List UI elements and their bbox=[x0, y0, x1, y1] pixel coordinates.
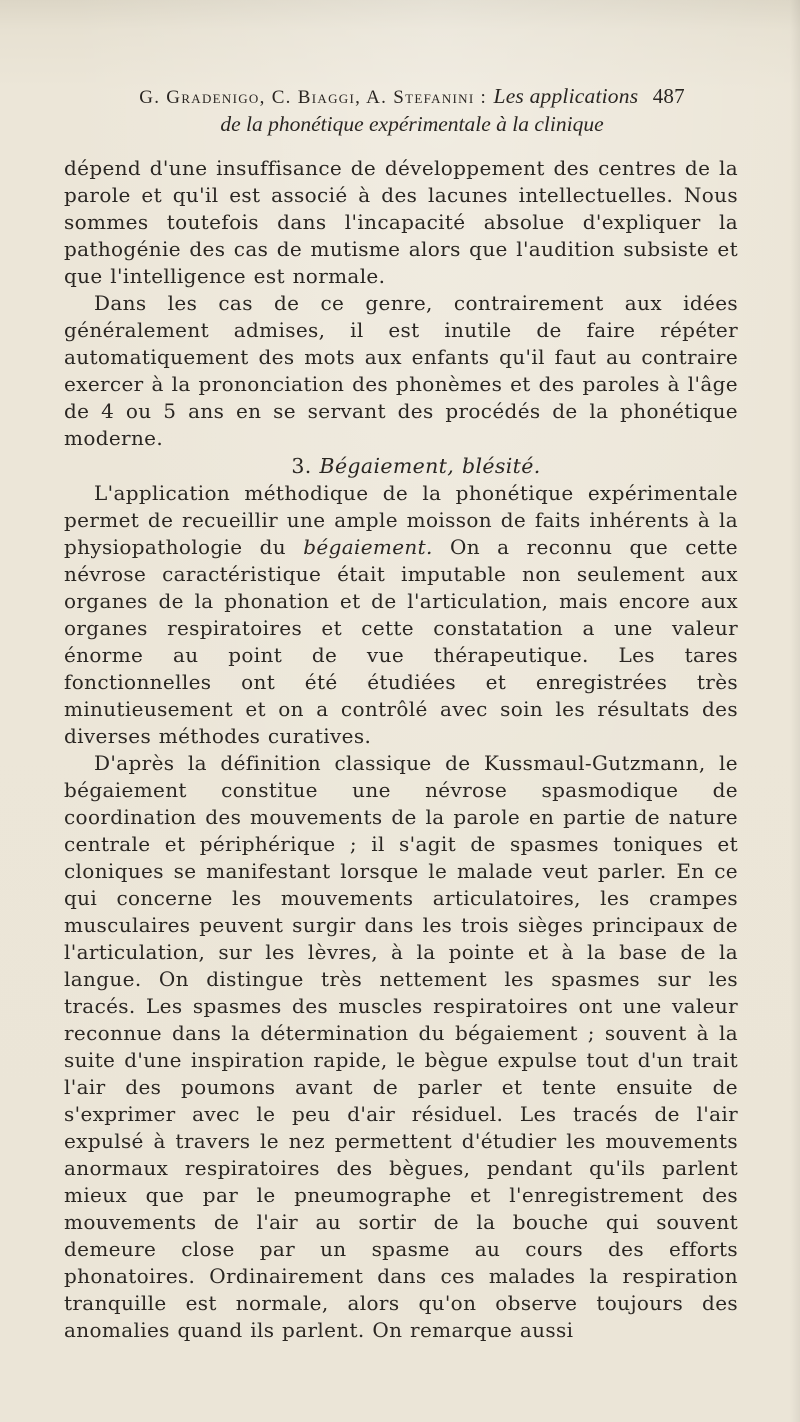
body-text bbox=[64, 155, 738, 1344]
paragraph: Dans les cas de ce genre, contrairement aux idées généralement admises, il est inutile de faire répéter automatiquement des mots aux enfants qu'il faut au contraire exercer à la prononciation des phonèmes et des paroles à l'âge de 4 ou 5 ans en se servant des procédés de la phonétique moderne. bbox=[64, 291, 738, 450]
paragraph-continued: dépend d'une insuffisance de développement des centres de la parole et qu'il est associé à des lacunes intellectuelles. Nous sommes toutefois dans l'incapacité absolue d'expliquer la pathogénie des cas de mutisme alors que l'audition subsiste et que l'intelligence est normale. bbox=[64, 156, 738, 288]
section-heading bbox=[64, 452, 738, 480]
paragraph bbox=[64, 480, 738, 750]
emphasis-term: bégaiement. bbox=[303, 535, 433, 559]
page-number: 487 bbox=[652, 84, 685, 108]
paragraph: D'après la définition classique de Kussmaul-Gutzmann, le bégaiement constitue une névrose spasmodique de coordination des mouvements de la parole en partie de nature centrale et périphérique ; il s'agit de spasmes toniques et cloniques se manifestant lorsque le malade veut parler. En ce qui concerne les mouvements articulatoires, les crampes musculaires peuvent surgir dans les trois sièges principaux de l'articulation, sur les lèvres, à la pointe et à la base de la langue. On distingue très nettement les spasmes sur les tracés. Les spasmes des muscles respiratoires ont une valeur reconnue dans la détermination du bégaiement ; souvent à la suite d'une inspiration rapide, le bègue expulse tout d'un trait l'air des poumons avant de parler et tente ensuite de s'exprimer avec le peu d'air résiduel. Les tracés de l'air expulsé à travers le nez permettent d'étudier les mouvements anormaux respiratoires des bègues, pendant qu'ils parlent mieux que par le pneumographe et l'enregistrement des mouvements de l'air au sortir de la bouche qui souvent demeure close par un spasme au cours des efforts phonatoires. Ordinairement dans ces malades la respiration tranquille est normale, alors qu'on observe toujours des anomalies quand ils parlent. On remarque aussi bbox=[64, 751, 738, 1342]
paragraph-text: L'application méthodique de la phonétique expérimentale permet de recueillir une ample moisson de faits inhérents à la physiopathologie du bbox=[64, 481, 738, 559]
header-short-title: Les applications bbox=[493, 84, 639, 108]
page-header bbox=[76, 82, 748, 136]
section-number: 3. bbox=[291, 454, 312, 478]
header-subtitle: de la phonétique expérimentale à la clinique bbox=[220, 112, 604, 136]
section-title: Bégaiement, blésité. bbox=[319, 454, 541, 478]
running-head bbox=[76, 82, 748, 112]
header-authors: G. Gradenigo, C. Biaggi, A. Stefanini : bbox=[139, 87, 488, 108]
paragraph-text: On a reconnu que cette névrose caractéristique était imputable non seulement aux organes de la phonation et de l'articulation, mais encore aux organes respiratoires et cette constatation a une valeur énorme au point de vue thérapeutique. Les tares fonctionnelles ont été étudiées et enregistrées très minutieusement et on a contrôlé avec soin les résultats des diverses méthodes curatives. bbox=[64, 535, 738, 748]
